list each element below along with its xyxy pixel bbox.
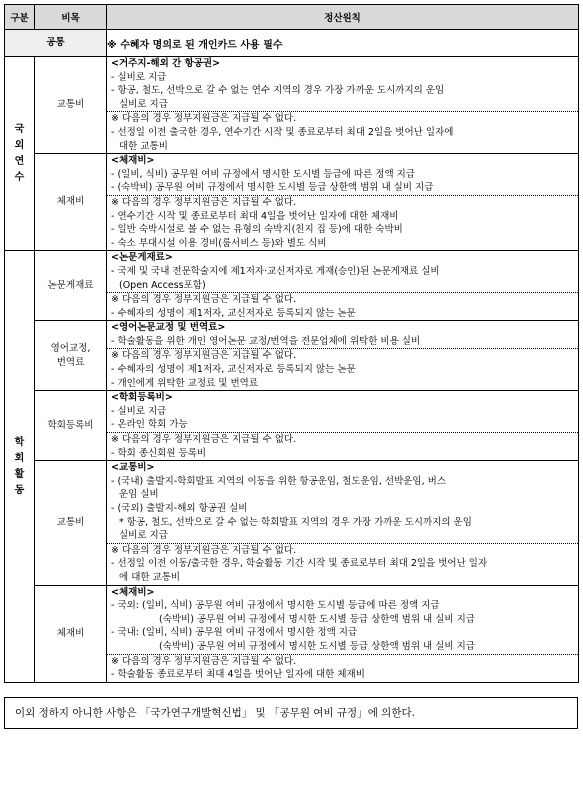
academic-stay-row — [5, 585, 579, 682]
academic-transport-row — [5, 461, 579, 585]
footer-note: 이외 정하지 아니한 사항은 「국가연구개발혁신법」 및 「공무원 여비 규정」에 의한다. — [4, 697, 578, 729]
text-line: 대한 교통비 — [119, 140, 168, 152]
settlement-table — [4, 4, 579, 683]
section-title: <논문게재료> — [111, 252, 173, 264]
category-char: 국 — [14, 123, 25, 135]
text-line: - 선정일 이전 출국한 경우, 연수기간 시작 및 종료로부터 최대 2일을 벗어난 일자에 — [111, 126, 454, 138]
section-title: <체재비> — [111, 586, 155, 598]
category-char: 수 — [14, 171, 25, 183]
item-proofreading — [35, 321, 107, 391]
text-line: (숙박비) 공무원 여비 규정에서 명시한 도시별 등급 상한액 범위 내 실비 지급 — [159, 613, 475, 625]
principle-cell — [107, 154, 579, 251]
text-line: 에 대한 교통비 — [119, 571, 181, 583]
text-line: - 수혜자의 성명이 제1저자, 교신저자로 등록되지 않는 논문 — [111, 364, 356, 376]
text-line: - 국외: (일비, 식비) 공무원 여비 규정에서 명시한 도시별 등급에 따른 정액 지급 — [111, 600, 440, 612]
category-char: 동 — [14, 484, 25, 496]
text-line: - (일비, 식비) 공무원 여비 규정에서 명시한 도시별 등급에 따른 정액 지급 — [111, 168, 416, 180]
item-label: 번역료 — [56, 356, 85, 368]
academic-registration-row — [5, 391, 579, 461]
text-line: - 일반 숙박시설로 볼 수 없는 유형의 숙박지(친지 집 등)에 대한 숙박비 — [111, 224, 403, 236]
exclusion-note: ※ 다음의 경우 정부지원금은 지급될 수 없다. — [107, 348, 578, 363]
exclusion-note: ※ 다음의 경우 정부지원금은 지급될 수 없다. — [107, 654, 578, 669]
overseas-stay-row — [5, 154, 579, 251]
common-text: ※ 수혜자 명의로 된 개인카드 사용 필수 — [107, 30, 579, 57]
item-paper-fee: 논문게재료 — [35, 251, 107, 321]
text-line: (Open Access포함) — [119, 279, 206, 291]
text-line: - (국외) 출발지-해외 항공권 실비 — [111, 503, 248, 514]
text-line: - 수혜자의 성명이 제1저자, 교신저자로 등록되지 않는 논문 — [111, 307, 356, 319]
section-title: <거주지-해외 간 항공권> — [111, 58, 221, 69]
text-line: - 실비로 지급 — [111, 405, 167, 417]
category-char: 회 — [14, 452, 25, 464]
exclusion-note: ※ 다음의 경우 정부지원금은 지급될 수 없다. — [107, 292, 578, 307]
principle-cell — [107, 57, 579, 154]
text-line: * 항공, 철도, 선박으로 갈 수 없는 학회발표 지역의 경우 가장 가까운 도시까지의 운임 — [119, 516, 472, 528]
item-transport: 교통비 — [35, 57, 107, 154]
item-label: 영어교정, — [50, 342, 91, 354]
section-title: <교통비> — [111, 462, 155, 474]
text-line: - 숙소 부대시설 이용 경비(룸서비스 등)와 별도 식비 — [111, 237, 327, 249]
common-label: 공통 — [5, 30, 107, 57]
category-char: 외 — [14, 139, 25, 151]
principle-cell — [107, 461, 579, 585]
item-stay: 체재비 — [35, 585, 107, 682]
exclusion-note: ※ 다음의 경우 정부지원금은 지급될 수 없다. — [107, 195, 578, 210]
text-line: - 실비로 지급 — [111, 71, 167, 83]
header-principle: 정산원칙 — [107, 5, 579, 30]
common-row — [5, 30, 579, 57]
section-title: <체재비> — [111, 155, 155, 167]
header-category: 구분 — [5, 5, 35, 30]
text-line: - 개인에게 위탁한 교정료 및 번역료 — [111, 377, 259, 389]
text-line: - (국내) 출발지-학회발표 지역의 이동을 위한 항공운임, 철도운임, 선박운임, 버스 — [111, 475, 446, 487]
exclusion-note: ※ 다음의 경우 정부지원금은 지급될 수 없다. — [107, 432, 578, 447]
category-char: 활 — [14, 468, 25, 480]
text-line: - 학술활동을 위한 개인 영어논문 교정/번역을 전문업체에 위탁한 비용 실비 — [111, 335, 421, 347]
principle-cell — [107, 391, 579, 461]
text-line: 실비로 지급 — [119, 530, 168, 542]
category-char: 연 — [14, 155, 25, 167]
text-line: - 학회 종신회원 등록비 — [111, 447, 207, 459]
overseas-transport-row — [5, 57, 579, 154]
academic-paper-row — [5, 251, 579, 321]
section-title: <영어논문교정 및 번역료> — [111, 322, 226, 334]
text-line: - 연수기간 시작 및 종료로부터 최대 4일을 벗어난 일자에 대한 체재비 — [111, 210, 399, 222]
text-line: - 학술활동 종료로부터 최대 4일을 벗어난 일자에 대한 체재비 — [111, 669, 365, 681]
item-transport: 교통비 — [35, 461, 107, 585]
text-line: 운임 실비 — [119, 489, 159, 501]
category-overseas — [5, 57, 35, 251]
academic-proofreading-row — [5, 321, 579, 391]
category-char: 학 — [14, 436, 25, 448]
table-header-row — [5, 5, 579, 30]
principle-cell — [107, 251, 579, 321]
text-line: - 항공, 철도, 선박으로 갈 수 없는 연수 지역의 경우 가장 가까운 도시까지의 운임 — [111, 85, 445, 97]
header-item: 비목 — [35, 5, 107, 30]
text-line: - 선정일 이전 이동/출국한 경우, 학술활동 기간 시작 및 종료로부터 최대 2일을 벗어난 일자 — [111, 558, 488, 570]
text-line: 실비로 지급 — [119, 98, 168, 110]
text-line: - 국제 및 국내 전문학술지에 제1저자·교신저자로 게재(승인)된 논문게재료 실비 — [111, 265, 440, 277]
text-line: - 국내: (일비, 식비) 공무원 여비 규정에서 명시한 정액 지급 — [111, 627, 358, 639]
exclusion-note: ※ 다음의 경우 정부지원금은 지급될 수 없다. — [107, 543, 578, 558]
text-line: - 온라인 학회 가능 — [111, 419, 188, 431]
section-title: <학회등록비> — [111, 392, 173, 404]
document — [4, 4, 578, 729]
item-stay: 체재비 — [35, 154, 107, 251]
principle-cell — [107, 585, 579, 682]
principle-cell — [107, 321, 579, 391]
category-academic — [5, 251, 35, 682]
item-registration: 학회등록비 — [35, 391, 107, 461]
text-line: (숙박비) 공무원 여비 규정에서 명시한 도시별 등급 상한액 범위 내 실비 지급 — [159, 640, 475, 652]
text-line: - (숙박비) 공무원 여비 규정에서 명시한 도시별 등급 상한액 범위 내 실비 지급 — [111, 182, 434, 194]
exclusion-note: ※ 다음의 경우 정부지원금은 지급될 수 없다. — [107, 111, 578, 126]
